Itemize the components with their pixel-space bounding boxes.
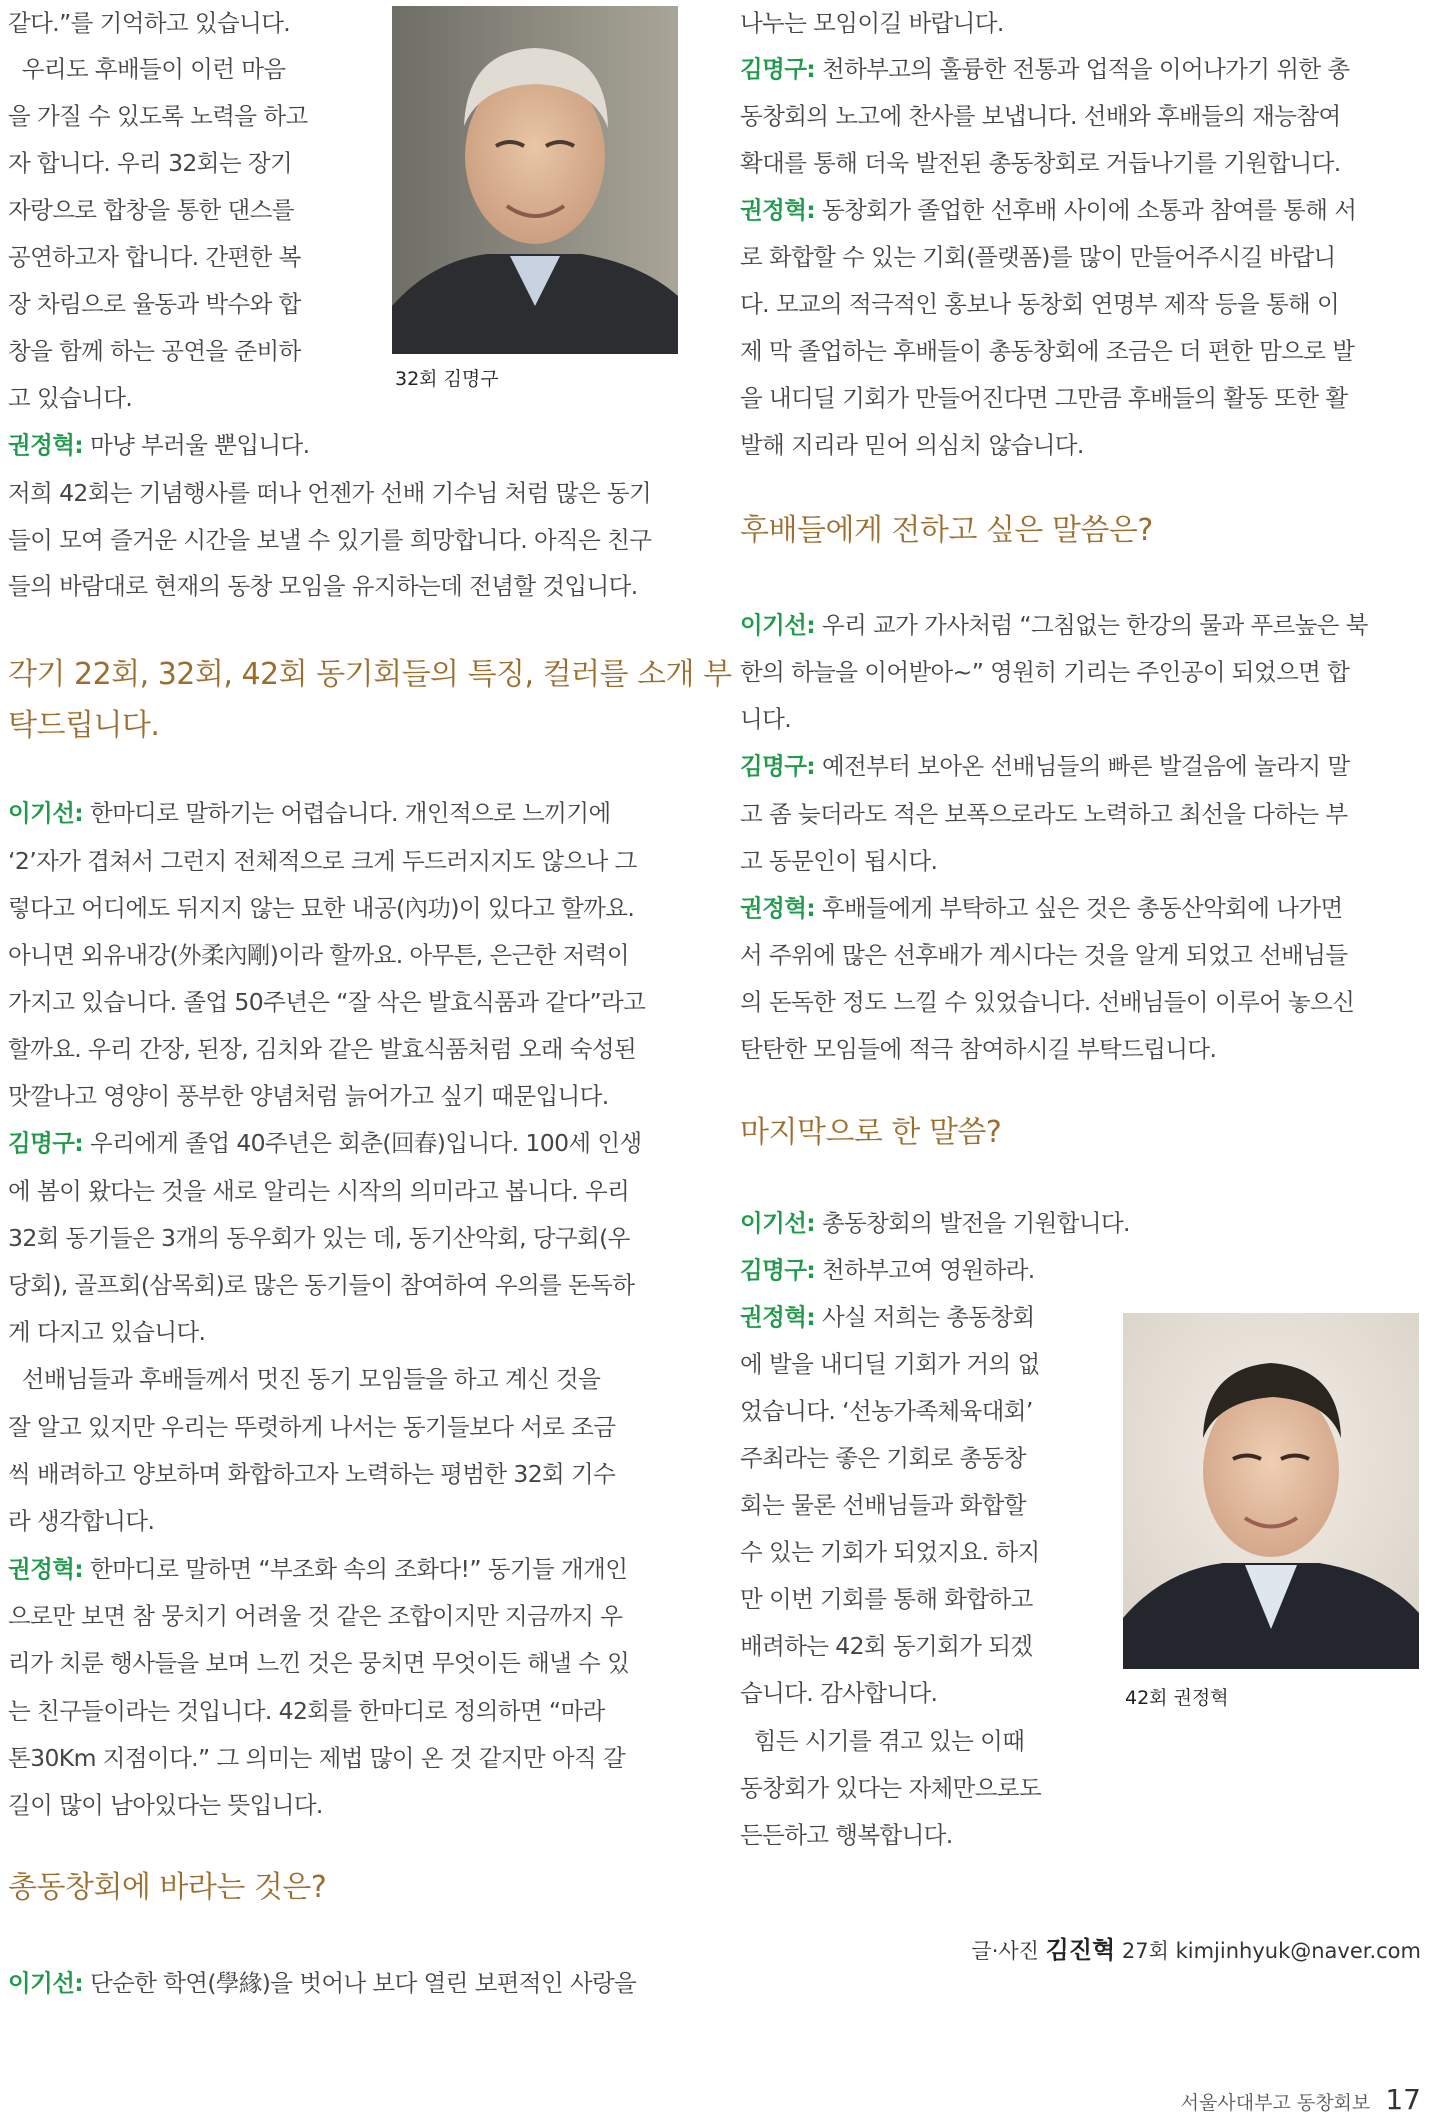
text-line — [740, 328, 1354, 374]
line-text: 에 봄이 왔다는 것을 새로 알리는 시작의 의미라고 봅니다. 우리 — [8, 1177, 630, 1205]
text-line — [740, 93, 1341, 139]
text-line — [740, 1576, 1033, 1622]
line-text: 동창회의 노고에 찬사를 보냅니다. 선배와 후배들의 재능참여 — [740, 102, 1341, 130]
line-text: 자랑으로 합창을 통한 댄스를 — [8, 196, 294, 224]
text-line — [740, 187, 1356, 233]
line-text: 자 합니다. 우리 32회는 장기 — [8, 149, 293, 177]
text-line — [740, 1812, 953, 1858]
line-text: 후배들에게 부탁하고 싶은 것은 총동산악회에 나가면 — [815, 894, 1343, 922]
text-line — [740, 1482, 1026, 1528]
text-line — [8, 1120, 642, 1166]
text-line — [740, 1294, 1035, 1340]
line-text: 사실 저희는 총동창회 — [815, 1303, 1035, 1331]
line-text: 로 화합할 수 있는 기회(플랫폼)를 많이 만들어주시길 바랍니 — [740, 243, 1336, 271]
text-line — [8, 1262, 634, 1308]
text-line — [8, 1735, 625, 1781]
line-text: 수 있는 기회가 되었지요. 하지 — [740, 1538, 1040, 1566]
text-line — [8, 234, 301, 280]
line-text: 에 발을 내디딜 기회가 거의 없 — [740, 1350, 1040, 1378]
line-text: 확대를 통해 더욱 발전된 총동창회로 거듭나기를 기원합니다. — [740, 149, 1341, 177]
photo-kim-myeonggu — [392, 6, 678, 354]
line-text: 우리도 후배들이 이런 마음 — [8, 55, 286, 83]
line-text: 으로만 보면 참 뭉치기 어려울 것 같은 조합이지만 지금까지 우 — [8, 1602, 623, 1630]
line-text: 단순한 학연(學緣)을 벗어나 보다 열린 보편적인 사랑을 — [83, 1969, 637, 1997]
line-text: 발해 지리라 믿어 의심치 않습니다. — [740, 431, 1084, 459]
credit-author-name: 김진혁 — [1045, 1936, 1116, 1964]
text-line — [740, 1388, 1033, 1434]
page-footer — [1181, 2083, 1421, 2116]
text-line — [8, 0, 290, 46]
speaker-label: 김명구: — [740, 55, 816, 83]
text-line — [8, 1356, 600, 1402]
text-line — [740, 1200, 1130, 1246]
line-text: 탄탄한 모임들에 적극 참여하시길 부탁드립니다. — [740, 1035, 1217, 1063]
text-line — [8, 1309, 205, 1355]
speaker-label: 김명구: — [8, 1129, 84, 1157]
line-text: 선배님들과 후배들께서 멋진 동기 모임들을 하고 계신 것을 — [8, 1365, 601, 1393]
speaker-label: 이기선: — [8, 799, 84, 827]
line-text: 든든하고 행복합니다. — [740, 1821, 953, 1849]
line-text: 공연하고자 합니다. 간편한 복 — [8, 243, 301, 271]
text-line — [740, 696, 791, 742]
text-line — [740, 932, 1348, 978]
text-line — [8, 1498, 154, 1544]
text-line — [8, 979, 645, 1025]
text-line — [740, 1026, 1216, 1072]
speaker-label: 권정혁: — [740, 196, 816, 224]
text-line — [8, 1546, 627, 1592]
line-text: 예전부터 보아온 선배님들의 빠른 발걸음에 놀라지 말 — [815, 752, 1350, 780]
portrait-image — [392, 6, 678, 354]
text-line — [740, 1341, 1040, 1387]
line-text: 서 주위에 많은 선후배가 계시다는 것을 알게 되었고 선배님들 — [740, 941, 1348, 969]
line-text: 우리 교가 가사처럼 “그침없는 한강의 물과 푸르높은 북 — [815, 611, 1368, 639]
text-line — [740, 649, 1349, 695]
text-line — [8, 885, 634, 931]
line-text: 당회), 골프회(삼목회)로 많은 동기들이 참여하여 우의를 돈독하 — [8, 1271, 635, 1299]
line-text: 의 돈독한 정도 느낄 수 있었습니다. 선배님들이 이루어 놓으신 — [740, 988, 1355, 1016]
text-line — [8, 932, 629, 978]
line-text: 배려하는 42회 동기회가 되겠 — [740, 1632, 1033, 1660]
line-text: 을 내디딜 기회가 만들어진다면 그만큼 후배들의 활동 또한 활 — [740, 384, 1348, 412]
text-line — [8, 1960, 636, 2006]
credit-author-info: 27회 kimjinhyuk@naver.com — [1121, 1939, 1421, 1963]
page-number: 17 — [1385, 2083, 1421, 2116]
text-line — [8, 1451, 615, 1497]
line-text: 한의 하늘을 이어받아~” 영원히 기리는 주인공이 되었으면 합 — [740, 658, 1350, 686]
text-line — [8, 1593, 622, 1639]
text-line — [8, 1782, 323, 1828]
text-line — [8, 281, 301, 327]
text-line — [8, 563, 638, 609]
line-text: 고 동문인이 됩시다. — [740, 847, 938, 875]
line-text: 맛깔나고 영양이 풍부한 양념처럼 늙어가고 싶기 때문입니다. — [8, 1082, 609, 1110]
line-text: 같다.”를 기억하고 있습니다. — [8, 9, 291, 37]
text-line — [740, 743, 1349, 789]
line-text: 잘 알고 있지만 우리는 뚜렷하게 나서는 동기들보다 서로 조금 — [8, 1413, 616, 1441]
section-question: 탁드립니다. — [8, 708, 160, 743]
text-line — [8, 1073, 609, 1119]
line-text: 들이 모여 즐거운 시간을 보낼 수 있기를 희망합니다. 아직은 친구 — [8, 526, 652, 554]
text-line — [740, 1435, 1026, 1481]
text-line — [740, 422, 1084, 468]
text-line — [740, 979, 1354, 1025]
text-line — [740, 46, 1349, 92]
text-line — [740, 234, 1336, 280]
text-line — [740, 1765, 1041, 1811]
text-line — [8, 1688, 605, 1734]
text-line — [740, 140, 1341, 186]
line-text: 천하부고여 영원하라. — [815, 1256, 1035, 1284]
line-text: 만 이번 기회를 통해 화합하고 — [740, 1585, 1033, 1613]
section-question: 총동창회에 바라는 것은? — [8, 1870, 327, 1905]
line-text: 고 좀 늦더라도 적은 보폭으로라도 노력하고 최선을 다하는 부 — [740, 800, 1348, 828]
line-text: 장 차림으로 율동과 박수와 합 — [8, 290, 301, 318]
text-line — [740, 602, 1368, 648]
text-line — [740, 885, 1343, 931]
line-text: 동창회가 있다는 자체만으로도 — [740, 1774, 1042, 1802]
speaker-label: 권정혁: — [8, 1555, 84, 1583]
text-line — [8, 46, 285, 92]
line-text: 할까요. 우리 간장, 된장, 김치와 같은 발효식품처럼 오래 숙성된 — [8, 1035, 637, 1063]
text-line — [8, 1026, 636, 1072]
line-text: 니다. — [740, 705, 792, 733]
line-text: 저희 42회는 기념행사를 떠나 언젠가 선배 기수님 처럼 많은 동기 — [8, 479, 652, 507]
speaker-label: 권정혁: — [740, 1303, 816, 1331]
line-text: 씩 배려하고 양보하며 화합하고자 노력하는 평범한 32회 기수 — [8, 1460, 616, 1488]
section-question: 마지막으로 한 말씀? — [740, 1115, 1002, 1150]
text-line — [8, 1215, 630, 1261]
text-line — [8, 328, 301, 374]
line-text: 톤30Km 지점이다.” 그 의미는 제법 많이 온 것 같지만 아직 갈 — [8, 1744, 626, 1772]
line-text: 었습니다. ‘선농가족체육대회’ — [740, 1397, 1033, 1425]
line-text: 한마디로 말하면 “부조화 속의 조화다!” 동기들 개개인 — [83, 1555, 628, 1583]
line-text: 아니면 외유내강(外柔內剛)이라 할까요. 아무튼, 은근한 저력이 — [8, 941, 629, 969]
text-line — [8, 517, 651, 563]
line-text: 창을 함께 하는 공연을 준비하 — [8, 337, 301, 365]
text-line — [740, 1623, 1032, 1669]
text-line — [740, 791, 1347, 837]
text-line — [8, 838, 637, 884]
text-line — [740, 1529, 1040, 1575]
speaker-label: 권정혁: — [740, 894, 816, 922]
line-text: 들의 바람대로 현재의 동창 모임을 유지하는데 전념할 것입니다. — [8, 572, 638, 600]
line-text: 나누는 모임이길 바랍니다. — [740, 9, 1004, 37]
text-line — [8, 422, 310, 468]
speaker-label: 이기선: — [8, 1969, 84, 1997]
line-text: 힘든 시기를 겪고 있는 이때 — [740, 1727, 1025, 1755]
text-line — [8, 93, 308, 139]
speaker-label: 김명구: — [740, 1256, 816, 1284]
text-line — [8, 470, 651, 516]
text-line — [740, 1670, 937, 1716]
speaker-label: 이기선: — [740, 611, 816, 639]
line-text: 마냥 부러울 뿐입니다. — [83, 431, 310, 459]
photo-kwon-jeonghyeok — [1123, 1313, 1419, 1669]
text-line — [740, 838, 937, 884]
line-text: 32회 동기들은 3개의 동우회가 있는 데, 동기산악회, 당구회(우 — [8, 1224, 630, 1252]
speaker-label: 권정혁: — [8, 431, 84, 459]
text-line — [740, 375, 1348, 421]
line-text: ‘2’자가 겹쳐서 그런지 전체적으로 크게 두드러지지도 않으나 그 — [8, 847, 637, 875]
line-text: 한마디로 말하기는 어렵습니다. 개인적으로 느끼기에 — [83, 799, 611, 827]
section-question: 후배들에게 전하고 싶은 말씀은? — [740, 513, 1153, 548]
section-question: 각기 22회, 32회, 42회 동기회들의 특징, 컬러를 소개 부 — [8, 657, 732, 692]
text-line — [8, 187, 294, 233]
line-text: 는 친구들이라는 것입니다. 42회를 한마디로 정의하면 “마라 — [8, 1697, 605, 1725]
line-text: 리가 치룬 행사들을 보며 느낀 것은 뭉치면 무엇이든 해낼 수 있 — [8, 1649, 630, 1677]
line-text: 우리에게 졸업 40주년은 회춘(回春)입니다. 100세 인생 — [83, 1129, 642, 1157]
line-text: 고 있습니다. — [8, 384, 133, 412]
line-text: 라 생각합니다. — [8, 1507, 155, 1535]
line-text: 습니다. 감사합니다. — [740, 1679, 938, 1707]
line-text: 회는 물론 선배님들과 화합할 — [740, 1491, 1026, 1519]
text-line — [740, 0, 1004, 46]
article-credit — [971, 1930, 1421, 1965]
text-line — [8, 1640, 629, 1686]
line-text: 다. 모교의 적극적인 홍보나 동창회 연명부 제작 등을 통해 이 — [740, 290, 1340, 318]
text-line — [8, 1404, 615, 1450]
line-text: 제 막 졸업하는 후배들이 총동창회에 조금은 더 편한 맘으로 발 — [740, 337, 1355, 365]
text-line — [740, 1718, 1024, 1764]
line-text: 총동창회의 발전을 기원합니다. — [815, 1209, 1130, 1237]
text-line — [8, 375, 132, 421]
text-line — [8, 140, 292, 186]
text-line — [740, 281, 1339, 327]
line-text: 길이 많이 남아있다는 뜻입니다. — [8, 1791, 323, 1819]
line-text: 렇다고 어디에도 뒤지지 않는 묘한 내공(內功)이 있다고 할까요. — [8, 894, 635, 922]
line-text: 주최라는 좋은 기회로 총동창 — [740, 1444, 1026, 1472]
line-text: 동창회가 졸업한 선후배 사이에 소통과 참여를 통해 서 — [815, 196, 1357, 224]
text-line — [740, 1247, 1035, 1293]
footer-publication-title: 서울사대부고 동창회보 — [1180, 2092, 1371, 2114]
line-text: 천하부고의 훌륭한 전통과 업적을 이어나가기 위한 총 — [815, 55, 1350, 83]
speaker-label: 김명구: — [740, 752, 816, 780]
credit-label: 글·사진 — [971, 1939, 1039, 1963]
photo-caption-right: 42회 권정혁 — [1125, 1687, 1229, 1709]
line-text: 가지고 있습니다. 졸업 50주년은 “잘 삭은 발효식품과 같다”라고 — [8, 988, 646, 1016]
text-line — [8, 790, 611, 836]
portrait-image — [1123, 1313, 1419, 1669]
line-text: 게 다지고 있습니다. — [8, 1318, 206, 1346]
text-line — [8, 1168, 629, 1214]
line-text: 을 가질 수 있도록 노력을 하고 — [8, 102, 308, 130]
photo-caption-left: 32회 김명구 — [395, 368, 499, 390]
speaker-label: 이기선: — [740, 1209, 816, 1237]
